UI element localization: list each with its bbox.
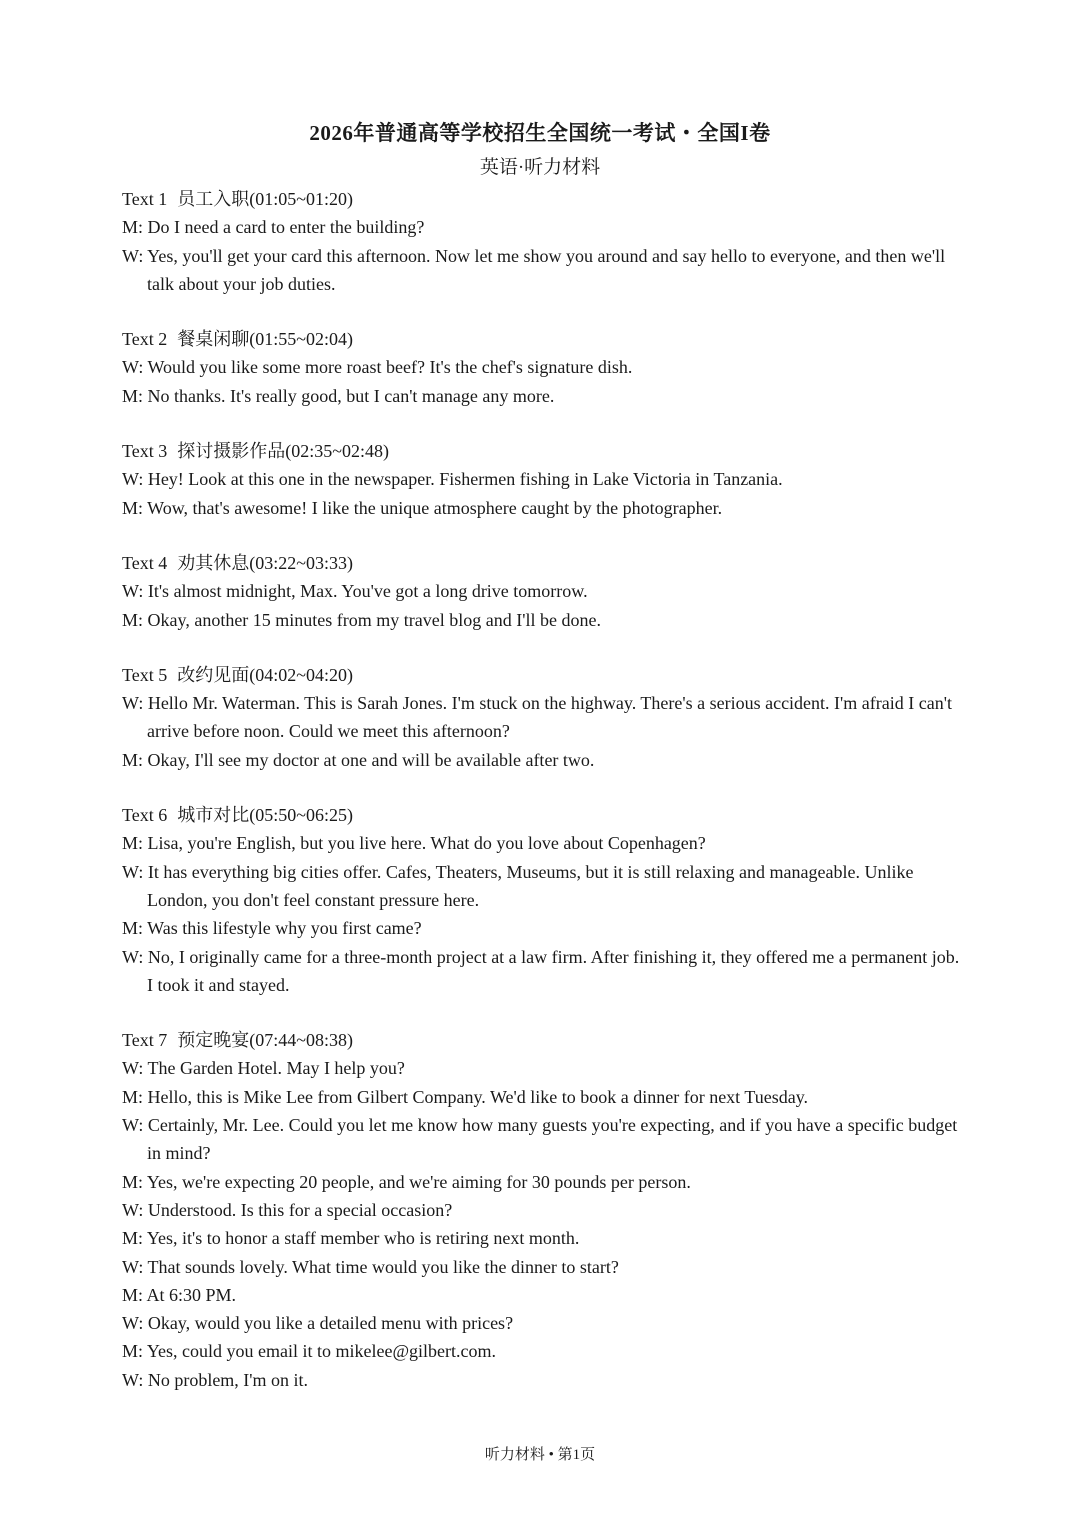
section-heading (122, 549, 967, 577)
section-heading (122, 325, 967, 353)
dialogue-line: W: Understood. Is this for a special occasion? (122, 1199, 453, 1220)
section-heading (122, 437, 967, 465)
dialogue-line: M: Yes, it's to honor a staff member who is retiring next month. (122, 1228, 580, 1249)
dialogue-line: W: Would you like some more roast beef? It's the chef's signature dish. (122, 357, 633, 378)
section-title: 预定晚宴(07:44~08:38) (177, 1030, 353, 1051)
section-number: Text 3 (122, 441, 168, 462)
section-title: 改约见面(04:02~04:20) (177, 664, 353, 685)
text-section-6 (122, 801, 967, 999)
dialogue-line: M: Hello, this is Mike Lee from Gilbert Company. We'd like to book a dinner for next Tuesday. (122, 1086, 809, 1107)
section-number: Text 1 (122, 189, 168, 209)
dialogue-line: W: It has everything big cities offer. Cafes, Theaters, Museums, but it is still relaxing and manageable. Unlike London, you don't feel constant pressure here. (122, 861, 914, 910)
dialogue-line: W: The Garden Hotel. May I help you? (122, 1058, 405, 1079)
section-title: 餐桌闲聊(01:55~02:04) (177, 329, 353, 350)
dialogue-line: W: Yes, you'll get your card this afternoon. Now let me show you around and say hello to everyone, and then we'll talk about your job duties. (122, 245, 946, 294)
section-number: Text 6 (122, 805, 168, 826)
page-subtitle: 英语·听力材料 (479, 157, 601, 178)
section-heading (122, 185, 967, 213)
dialogue-line: W: Certainly, Mr. Lee. Could you let me know how many guests you're expecting, and if you have a specific budget in mind? (122, 1115, 958, 1164)
dialogue-line: M: Yes, we're expecting 20 people, and we're aiming for 30 pounds per person. (122, 1171, 691, 1192)
section-number: Text 4 (122, 552, 168, 573)
section-heading (122, 1026, 967, 1054)
dialogue-line: M: Was this lifestyle why you first came? (122, 918, 422, 939)
text-section-3 (122, 437, 967, 522)
section-title: 探讨摄影作品(02:35~02:48) (177, 441, 389, 462)
dialogue-line: W: Okay, would you like a detailed menu with prices? (122, 1313, 514, 1334)
dialogue-line: M: Lisa, you're English, but you live here. What do you love about Copenhagen? (122, 833, 706, 854)
text-section-7 (122, 1026, 967, 1394)
transcript-content (122, 185, 967, 1421)
section-title: 劝其休息(03:22~03:33) (177, 552, 353, 573)
dialogue-line: W: That sounds lovely. What time would you like the dinner to start? (122, 1256, 619, 1277)
section-number: Text 2 (122, 329, 168, 350)
text-section-5 (122, 661, 967, 774)
text-section-2 (122, 325, 967, 410)
dialogue-line: M: Do I need a card to enter the building? (122, 217, 425, 238)
section-title: 员工入职(01:05~01:20) (177, 189, 353, 209)
dialogue-line: W: Hello Mr. Waterman. This is Sarah Jones. I'm stuck on the highway. There's a serious accident. I'm afraid I can't arrive before noon. Could we meet this afternoon? (122, 693, 952, 742)
text-section-4 (122, 549, 967, 634)
section-number: Text 7 (122, 1030, 168, 1051)
page-footer: 听力材料 • 第1页 (484, 1447, 596, 1463)
section-number: Text 5 (122, 664, 168, 685)
dialogue-line: M: At 6:30 PM. (122, 1284, 237, 1305)
dialogue-line: M: No thanks. It's really good, but I can't manage any more. (122, 385, 555, 406)
dialogue-line: M: Yes, could you email it to mikelee@gilbert.com. (122, 1341, 497, 1362)
dialogue-line: W: No problem, I'm on it. (122, 1369, 309, 1390)
section-heading (122, 661, 967, 689)
dialogue-line: M: Wow, that's awesome! I like the unique atmosphere caught by the photographer. (122, 497, 723, 518)
dialogue-line: W: It's almost midnight, Max. You've got a long drive tomorrow. (122, 581, 588, 602)
page-title: 2026年普通高等学校招生全国统一考试・全国I卷 (309, 121, 771, 145)
dialogue-line: W: No, I originally came for a three-month project at a law firm. After finishing it, they offered me a permanent job. I took it and stayed. (122, 946, 960, 995)
section-heading (122, 801, 967, 829)
dialogue-line: W: Hey! Look at this one in the newspaper. Fishermen fishing in Lake Victoria in Tanzania. (122, 469, 783, 490)
dialogue-line: M: Okay, I'll see my doctor at one and will be available after two. (122, 749, 595, 770)
dialogue-line: M: Okay, another 15 minutes from my travel blog and I'll be done. (122, 609, 601, 630)
section-title: 城市对比(05:50~06:25) (177, 805, 353, 826)
text-section-1 (122, 185, 967, 298)
